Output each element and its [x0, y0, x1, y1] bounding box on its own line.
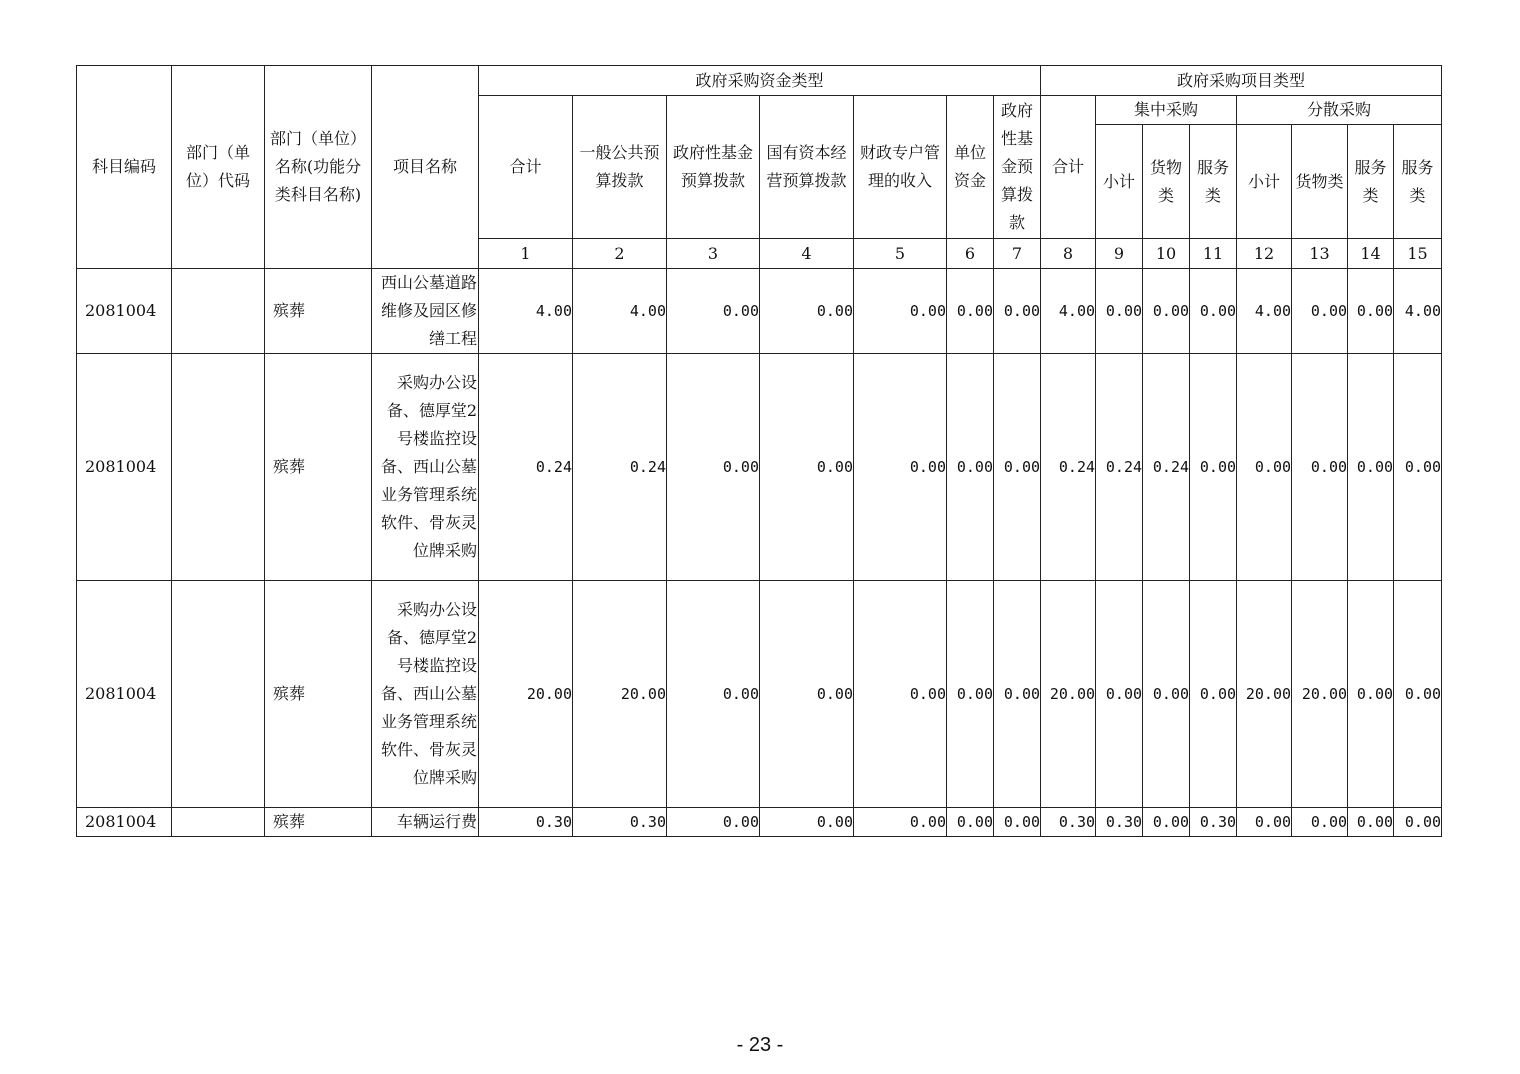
header-services: 服务类 [1190, 125, 1237, 239]
value-cell: 0.00 [947, 269, 994, 354]
value-cell: 4.00 [1237, 269, 1292, 354]
header-gov-fund-prealloc: 政府性基金预算拨款 [994, 96, 1041, 239]
value-cell: 0.00 [667, 808, 760, 837]
value-cell: 4.00 [479, 269, 573, 354]
dept-code-cell [172, 808, 265, 837]
header-dept-name: 部门（单位）名称(功能分类科目名称) [265, 66, 372, 269]
header-subtotal: 小计 [1096, 125, 1143, 239]
column-number: 1 [479, 239, 573, 269]
value-cell: 0.00 [1348, 808, 1394, 837]
value-cell: 0.00 [994, 354, 1041, 581]
header-centralized: 集中采购 [1096, 96, 1237, 125]
value-cell: 0.24 [573, 354, 667, 581]
value-cell: 0.00 [1096, 269, 1143, 354]
header-fiscal-account: 财政专户管理的收入 [854, 96, 947, 239]
value-cell: 0.00 [1292, 269, 1348, 354]
value-cell: 0.00 [760, 808, 854, 837]
project-name-cell: 车辆运行费 [372, 808, 479, 837]
value-cell: 0.00 [1394, 354, 1442, 581]
value-cell: 0.00 [667, 581, 760, 808]
value-cell: 0.00 [1394, 808, 1442, 837]
value-cell: 0.30 [573, 808, 667, 837]
value-cell: 20.00 [479, 581, 573, 808]
value-cell: 0.00 [1143, 581, 1190, 808]
value-cell: 0.00 [854, 581, 947, 808]
column-number: 12 [1237, 239, 1292, 269]
dept-name-cell: 殡葬 [265, 581, 372, 808]
header-gov-fund-budget: 政府性基金预算拨款 [667, 96, 760, 239]
value-cell: 0.00 [1143, 269, 1190, 354]
dept-code-cell [172, 354, 265, 581]
value-cell: 0.30 [479, 808, 573, 837]
value-cell: 0.00 [1237, 808, 1292, 837]
column-number: 9 [1096, 239, 1143, 269]
value-cell: 0.00 [947, 354, 994, 581]
header-dept-code: 部门（单位）代码 [172, 66, 265, 269]
subject-code-cell: 2081004 [77, 354, 172, 581]
value-cell: 0.00 [760, 581, 854, 808]
value-cell: 0.24 [1143, 354, 1190, 581]
value-cell: 0.24 [1096, 354, 1143, 581]
value-cell: 0.00 [1190, 581, 1237, 808]
value-cell: 0.00 [1348, 354, 1394, 581]
dept-name-cell: 殡葬 [265, 808, 372, 837]
value-cell: 0.00 [1143, 808, 1190, 837]
header-subject-code: 科目编码 [77, 66, 172, 269]
table-row [77, 269, 1442, 354]
value-cell: 20.00 [573, 581, 667, 808]
value-cell: 0.00 [994, 269, 1041, 354]
value-cell: 0.00 [667, 269, 760, 354]
table-row [77, 808, 1442, 837]
value-cell: 0.00 [994, 808, 1041, 837]
column-number: 8 [1041, 239, 1096, 269]
header-services-2b: 服务类 [1394, 125, 1442, 239]
value-cell: 0.00 [1292, 354, 1348, 581]
value-cell: 0.00 [1096, 581, 1143, 808]
column-number: 2 [573, 239, 667, 269]
header-decentralized: 分散采购 [1237, 96, 1442, 125]
project-name-cell: 采购办公设备、德厚堂2号楼监控设备、西山公墓业务管理系统软件、骨灰灵位牌采购 [372, 354, 479, 581]
header-state-capital: 国有资本经营预算拨款 [760, 96, 854, 239]
table-row [77, 581, 1442, 808]
column-number: 6 [947, 239, 994, 269]
value-cell: 4.00 [573, 269, 667, 354]
value-cell: 0.30 [1096, 808, 1143, 837]
value-cell: 0.00 [854, 808, 947, 837]
value-cell: 0.00 [1394, 581, 1442, 808]
value-cell: 0.00 [854, 269, 947, 354]
value-cell: 0.30 [1041, 808, 1096, 837]
value-cell: 0.30 [1190, 808, 1237, 837]
dept-code-cell [172, 269, 265, 354]
subject-code-cell: 2081004 [77, 269, 172, 354]
column-number: 4 [760, 239, 854, 269]
value-cell: 0.00 [760, 354, 854, 581]
value-cell: 0.00 [1348, 269, 1394, 354]
value-cell: 20.00 [1041, 581, 1096, 808]
dept-name-cell: 殡葬 [265, 269, 372, 354]
value-cell: 20.00 [1237, 581, 1292, 808]
value-cell: 0.00 [947, 581, 994, 808]
header-project-name: 项目名称 [372, 66, 479, 269]
column-number: 11 [1190, 239, 1237, 269]
header-total: 合计 [479, 96, 573, 239]
value-cell: 0.00 [1190, 269, 1237, 354]
header-proj-total: 合计 [1041, 96, 1096, 239]
column-number: 15 [1394, 239, 1442, 269]
value-cell: 0.00 [947, 808, 994, 837]
value-cell: 0.00 [667, 354, 760, 581]
header-goods-2: 货物类 [1292, 125, 1348, 239]
header-fund-type-group: 政府采购资金类型 [479, 66, 1041, 96]
dept-name-cell: 殡葬 [265, 354, 372, 581]
subject-code-cell: 2081004 [77, 581, 172, 808]
project-name-cell: 采购办公设备、德厚堂2号楼监控设备、西山公墓业务管理系统软件、骨灰灵位牌采购 [372, 581, 479, 808]
value-cell: 0.00 [1292, 808, 1348, 837]
value-cell: 0.24 [1041, 354, 1096, 581]
page-number: - 23 - [736, 1034, 784, 1056]
value-cell: 0.00 [1348, 581, 1394, 808]
header-goods: 货物类 [1143, 125, 1190, 239]
value-cell: 0.00 [1190, 354, 1237, 581]
column-number: 7 [994, 239, 1041, 269]
subject-code-cell: 2081004 [77, 808, 172, 837]
header-services-2a: 服务类 [1348, 125, 1394, 239]
value-cell: 20.00 [1292, 581, 1348, 808]
column-number: 5 [854, 239, 947, 269]
value-cell: 0.00 [760, 269, 854, 354]
header-unit-fund: 单位资金 [947, 96, 994, 239]
value-cell: 0.24 [479, 354, 573, 581]
procurement-budget-table [76, 65, 1442, 837]
table-row [77, 354, 1442, 581]
value-cell: 4.00 [1041, 269, 1096, 354]
value-cell: 4.00 [1394, 269, 1442, 354]
column-number: 3 [667, 239, 760, 269]
column-number: 14 [1348, 239, 1394, 269]
value-cell: 0.00 [854, 354, 947, 581]
header-general-budget: 一般公共预算拨款 [573, 96, 667, 239]
column-number: 10 [1143, 239, 1190, 269]
header-project-type-group: 政府采购项目类型 [1041, 66, 1442, 96]
value-cell: 0.00 [1237, 354, 1292, 581]
dept-code-cell [172, 581, 265, 808]
project-name-cell: 西山公墓道路维修及园区修缮工程 [372, 269, 479, 354]
value-cell: 0.00 [994, 581, 1041, 808]
column-number: 13 [1292, 239, 1348, 269]
header-subtotal-2: 小计 [1237, 125, 1292, 239]
